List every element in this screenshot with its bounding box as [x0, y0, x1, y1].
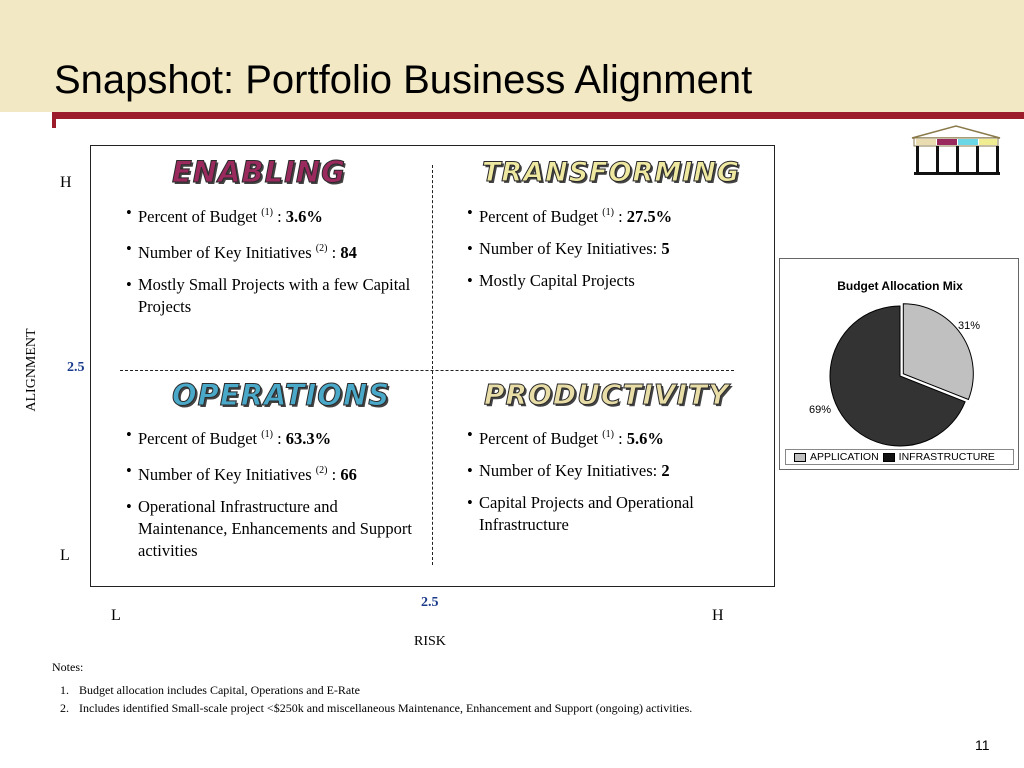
bullet-text: Operational Infrastructure and Maintenance, Enhancements and Support activities [138, 497, 412, 560]
bullet-item [467, 460, 757, 482]
bullets-productivity [467, 424, 757, 546]
footnote-marker: (1) [602, 429, 614, 440]
bullet-text: Capital Projects and Operational Infrastructure [479, 493, 694, 534]
bullet-item [467, 270, 757, 292]
pie-label-infrastructure: 69% [809, 404, 832, 416]
bullet-item: • Percent of Budget $^{(1)}$ : 3.6% [126, 202, 426, 228]
bullet-value: 2 [661, 461, 670, 480]
risk-midline [432, 165, 433, 565]
legend-item-infrastructure [883, 451, 995, 463]
footnote-marker: (2) [315, 243, 328, 254]
bullet-text: Mostly Capital Projects [479, 271, 635, 290]
bullet-text: Percent of Budget [138, 207, 262, 226]
footnote-marker: (1) [602, 207, 614, 218]
note-number: 2. [60, 701, 69, 715]
footnote-marker: (1) [261, 207, 273, 218]
y-axis-title: ALIGNMENT [24, 328, 39, 412]
bullet-text: Number of Key Initiatives [138, 465, 316, 484]
bullet-value: 63.3% [285, 429, 332, 448]
x-axis-low: L [111, 607, 121, 624]
page-number: 11 [975, 737, 990, 753]
pie-label-application: 31% [958, 320, 981, 332]
bullet-value: 66 [340, 465, 357, 484]
bullet-text: Mostly Small Projects with a few Capital Projects [138, 275, 411, 316]
bullet-text: Number of Key Initiatives: [479, 239, 662, 258]
bullets-enabling [126, 202, 426, 328]
alignment-midline [120, 370, 734, 371]
x-axis-midpoint: 2.5 [421, 595, 439, 610]
x-axis-title: RISK [414, 634, 446, 649]
note-number: 1. [60, 683, 69, 697]
note-text: Includes identified Small-scale project <$250k and miscellaneous Maintenance, Enhancement and Support (ongoing) activities. [79, 701, 693, 715]
bullet-item: • Percent of Budget $^{(1)}$ : 5.6% [467, 424, 757, 450]
bullet-item [467, 238, 757, 260]
header-accent-edge [52, 112, 56, 128]
bullet-value: 5.6% [626, 429, 664, 448]
bullet-text: Percent of Budget [479, 207, 603, 226]
y-axis-midpoint: 2.5 [67, 360, 85, 375]
quadrant-title-enabling: ENABLING [172, 155, 346, 189]
y-axis-high: H [60, 174, 72, 191]
note-item [60, 700, 720, 716]
quadrant-title-operations: OPERATIONS [172, 378, 391, 412]
bullet-text: Percent of Budget [138, 429, 262, 448]
bullet-value: 84 [340, 243, 357, 262]
bullet-item: • Number of Key Initiatives $^{(2)}$ : 66 [126, 460, 426, 486]
bullet-item: • Number of Key Initiatives $^{(2)}$ : 84 [126, 238, 426, 264]
budget-allocation-chart [779, 258, 1019, 470]
house-logo-icon [908, 124, 1004, 178]
bullet-item [467, 492, 757, 536]
page-title: Snapshot: Portfolio Business Alignment [54, 58, 753, 102]
bullet-item [126, 274, 426, 318]
pie-chart [780, 259, 1020, 449]
bullets-transforming [467, 202, 757, 302]
legend-item-application [794, 451, 879, 463]
chart-legend [785, 449, 1014, 465]
note-text: Budget allocation includes Capital, Operations and E-Rate [79, 683, 360, 697]
bullet-text: Percent of Budget [479, 429, 603, 448]
note-item [60, 682, 720, 698]
bullet-item [126, 496, 426, 562]
bullet-text: Number of Key Initiatives [138, 243, 316, 262]
chart-title: Budget Allocation Mix [837, 279, 963, 293]
bullet-value: 5 [661, 239, 670, 258]
legend-label-infrastructure: INFRASTRUCTURE [898, 451, 995, 463]
bullet-text: Number of Key Initiatives: [479, 461, 662, 480]
footnote-marker: (1) [261, 429, 273, 440]
bullet-value: 27.5% [626, 207, 673, 226]
quadrant-title-productivity: PRODUCTIVITY [484, 378, 730, 411]
footnote-marker: (2) [315, 465, 328, 476]
bullets-operations [126, 424, 426, 572]
quadrant-title-transforming: TRANSFORMING [482, 157, 741, 188]
notes-title: Notes: [52, 660, 84, 674]
legend-swatch-application [794, 453, 806, 462]
bullet-item: • Percent of Budget $^{(1)}$ : 27.5% [467, 202, 757, 228]
notes-list [60, 682, 720, 718]
bullet-value: 3.6% [285, 207, 323, 226]
header-accent-rule [52, 112, 1024, 119]
y-axis-low: L [60, 547, 70, 564]
legend-swatch-infrastructure [883, 453, 895, 462]
x-axis-high: H [712, 607, 724, 624]
legend-label-application: APPLICATION [810, 451, 879, 463]
bullet-item: • Percent of Budget $^{(1)}$ : 63.3% [126, 424, 426, 450]
